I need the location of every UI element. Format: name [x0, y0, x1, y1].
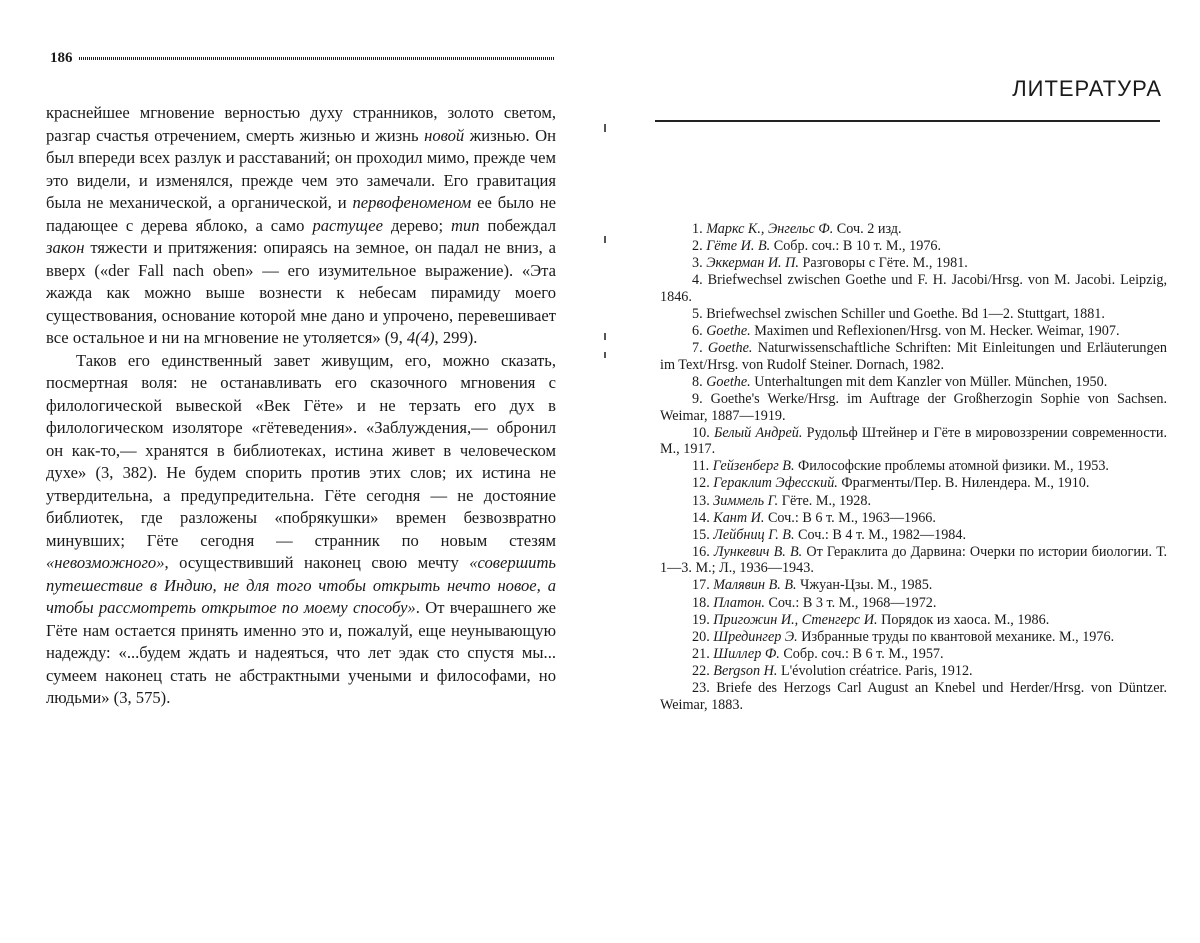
reference-number: 12. [692, 475, 710, 492]
text-run: , осуществивший наконец свою мечту [164, 553, 470, 572]
reference-item [660, 221, 1167, 238]
reference-item [660, 391, 1167, 424]
reference-details: Избранные труды по квантовой механике. М., 1976. [797, 628, 1115, 645]
reference-details: Соч.: В 6 т. М., 1963—1966. [764, 509, 936, 526]
reference-item [660, 663, 1167, 680]
reference-details: Unterhaltungen mit dem Kanzler von Müller. München, 1950. [750, 373, 1108, 390]
reference-number: 22. [692, 662, 710, 679]
scan-mark [604, 352, 606, 358]
reference-details: Соч.: В 3 т. М., 1968—1972. [764, 594, 937, 611]
reference-details: Философские проблемы атомной физики. М., 1953. [794, 458, 1109, 475]
emphasis-text: растущее [312, 215, 384, 235]
reference-list [660, 221, 1167, 714]
reference-details: Разговоры с Гёте. М., 1981. [798, 255, 968, 272]
reference-number: 23. [692, 680, 710, 697]
reference-details: Maximen und Reflexionen/Hrsg. von M. Hecker. Weimar, 1907. [750, 323, 1120, 340]
reference-item [660, 374, 1167, 391]
text-run: дерево; [383, 215, 451, 235]
reference-details: Гёте. М., 1928. [778, 492, 872, 509]
text-run: жизнью. Он был впереди всех разлук и расставаний; он проходил мимо, прежде чем это видели, и изменялся, прежде чем это замечали. Его гравитация была не механической, а органической, и [46, 125, 556, 212]
reference-details: От Гераклита до Дарвина: Очерки по истории биологии. Т. 1—3. М.; Л., 1936—1943. [660, 543, 1167, 577]
section-title: ЛИТЕРАТУРА [1012, 76, 1162, 101]
reference-author: Зиммель Г. [713, 492, 779, 509]
body-text [46, 102, 556, 710]
reference-item [660, 272, 1167, 305]
reference-item [660, 458, 1167, 475]
reference-item [660, 475, 1167, 492]
reference-details: Naturwissenschaftliche Schriften: Mit Einleitungen und Erläuterungen im Text/Hrsg. von Rudolf Steiner. Dornach, 1982. [660, 340, 1168, 373]
reference-number: 11. [692, 458, 710, 475]
reference-author: Goethe. [706, 373, 751, 390]
page-header [50, 48, 555, 68]
reference-number: 13. [692, 492, 710, 509]
text-run: , 299). [434, 328, 478, 347]
reference-number: 3. [692, 255, 703, 272]
reference-item [660, 255, 1167, 272]
emphasis-text: «совершить путешествие в Индию, не для того чтобы открыть нечто новое, а чтобы рассмотреть открытое по моему способу» [46, 553, 556, 617]
reference-author: Шредингер Э. [713, 628, 798, 645]
reference-details: L'évolution créatrice. Paris, 1912. [777, 662, 973, 679]
reference-author: Малявин В. В. [713, 577, 797, 594]
scan-mark [604, 333, 606, 340]
reference-number: 18. [692, 594, 710, 611]
reference-number: 9. [692, 390, 703, 407]
reference-details: Порядок из хаоса. М., 1986. [877, 611, 1050, 628]
text-run: Таков его единственный завет живущим, его, можно сказать, посмертная воля: не останавливать его сказочного мгновения с филологической вывеской «Век Гёте» и не терзать его дух в филологическом изоляторе «гётеведения». «Заблуждения,— обронил он как-то,— хранятся в библиотеках, истина живет в человеческом духе» (3, 382). Не будем спорить против этих слов; их истина не утвердительна, а предупредительна. Гёте сегодня — не достояние библиотек, где разложены «побрякушки» времен безвозвратно минувших; Гёте сегодня — странник по новым стезям [46, 350, 556, 550]
reference-item [660, 527, 1167, 544]
reference-number: 7. [692, 340, 703, 357]
reference-item [660, 577, 1167, 594]
reference-author: Bergson H. [713, 662, 778, 679]
reference-item [660, 629, 1167, 646]
reference-number: 21. [692, 645, 710, 662]
reference-author: Эккерман И. П. [706, 255, 799, 272]
reference-author: Гераклит Эфесский. [713, 475, 838, 492]
reference-item [660, 306, 1167, 323]
reference-details: Briefwechsel zwischen Goethe und F. H. Jacobi/Hrsg. von M. Jacobi. Leipzig, 1846. [660, 272, 1167, 305]
reference-number: 19. [692, 611, 710, 628]
reference-author: Гейзенберг В. [712, 458, 795, 475]
scan-mark [604, 124, 606, 132]
reference-number: 16. [692, 543, 710, 560]
reference-author: Белый Андрей. [714, 424, 803, 441]
reference-item [660, 323, 1167, 340]
scan-mark [604, 236, 606, 243]
reference-author: Шиллер Ф. [713, 645, 780, 662]
reference-item [660, 595, 1167, 612]
reference-author: Маркс К., Энгельс Ф. [706, 221, 834, 237]
reference-number: 2. [692, 238, 703, 255]
emphasis-text: первофеноменом [352, 193, 472, 212]
reference-item [660, 680, 1167, 713]
reference-number: 10. [692, 424, 710, 441]
title-rule [655, 120, 1160, 122]
reference-details: Соч. 2 изд. [833, 221, 902, 237]
emphasis-text: 4(4) [406, 328, 435, 347]
reference-number: 6. [692, 323, 703, 340]
reference-number: 20. [692, 628, 710, 645]
reference-item [660, 612, 1167, 629]
reference-number: 4. [692, 272, 703, 289]
reference-author: Гёте И. В. [706, 238, 771, 255]
reference-details: Goethe's Werke/Hrsg. im Auftrage der Großherzogin Sophie von Sachsen. Weimar, 1887—1919. [660, 390, 1167, 424]
reference-author: Кант И. [713, 509, 765, 526]
reference-details: Рудольф Штейнер и Гёте в мировоззрении современности. М., 1917. [660, 424, 1167, 458]
reference-author: Лейбниц Г. В. [713, 526, 795, 543]
text-run: тяжести и притяжения: опираясь на земное, он падал не вниз, а вверх («der Fall nach oben» — его изумительное выражение). «Эта жажда как можно выше вознести к небесам пирамиду моего существования, основание которой мне дано и упрочено, перевешивает все остальное и ни на мгновение не утоляется» (9, [46, 238, 556, 347]
reference-number: 5. [692, 305, 703, 322]
text-run: ее было не падающее с дерева яблоко, а само [46, 193, 556, 235]
reference-details: Собр. соч.: В 6 т. М., 1957. [779, 645, 944, 662]
page-number: 186 [50, 49, 73, 66]
paragraph [46, 102, 556, 350]
emphasis-text: «невозможного» [46, 553, 165, 572]
text-run: . От вчерашнего же Гёте нам остается принять именно это и, пожалуй, еще неунывающую надежду: «...будем ждать и надеяться, что лет эдак сто спустя мы... сумеем наконец стать не абстрактными учеными и философами, но людьми» (3, 575). [46, 598, 556, 707]
emphasis-text: новой [424, 125, 465, 145]
reference-item [660, 238, 1167, 255]
paragraph [46, 350, 556, 710]
reference-details: Соч.: В 4 т. М., 1982—1984. [794, 526, 967, 543]
reference-number: 17. [692, 577, 710, 594]
reference-author: Goethe. [707, 340, 753, 357]
reference-details: Briefwechsel zwischen Schiller und Goethe. Bd 1—2. Stuttgart, 1881. [706, 305, 1105, 322]
reference-number: 15. [692, 526, 710, 543]
reference-author: Пригожин И., Стенгерс И. [713, 611, 878, 628]
reference-details: Фрагменты/Пер. В. Нилендера. М., 1910. [837, 475, 1090, 492]
reference-item [660, 340, 1167, 373]
reference-item [660, 510, 1167, 527]
reference-item [660, 544, 1167, 577]
reference-details: Briefe des Herzogs Carl August an Knebel und Herder/Hrsg. von Düntzer. Weimar, 1883. [660, 680, 1167, 713]
text-run: побеждал [479, 215, 556, 235]
reference-item [660, 493, 1167, 510]
reference-item [660, 425, 1167, 458]
emphasis-text: тип [451, 215, 480, 235]
emphasis-text: закон [46, 238, 85, 257]
reference-item [660, 646, 1167, 663]
reference-number: 1. [692, 221, 703, 237]
reference-author: Goethe. [706, 323, 751, 340]
reference-number: 8. [692, 373, 703, 390]
reference-details: Чжуан-Цзы. М., 1985. [796, 577, 933, 594]
reference-number: 14. [692, 509, 710, 526]
header-rule [79, 57, 556, 60]
text-run: краснейшее мгновение верностью духу странников, золото светом, разгар счастья отречением, смерть жизнью и жизнь [46, 103, 556, 145]
right-page [600, 0, 1200, 943]
reference-author: Лункевич В. В. [713, 543, 803, 560]
reference-author: Платон. [713, 594, 765, 611]
reference-details: Собр. соч.: В 10 т. М., 1976. [770, 238, 942, 255]
